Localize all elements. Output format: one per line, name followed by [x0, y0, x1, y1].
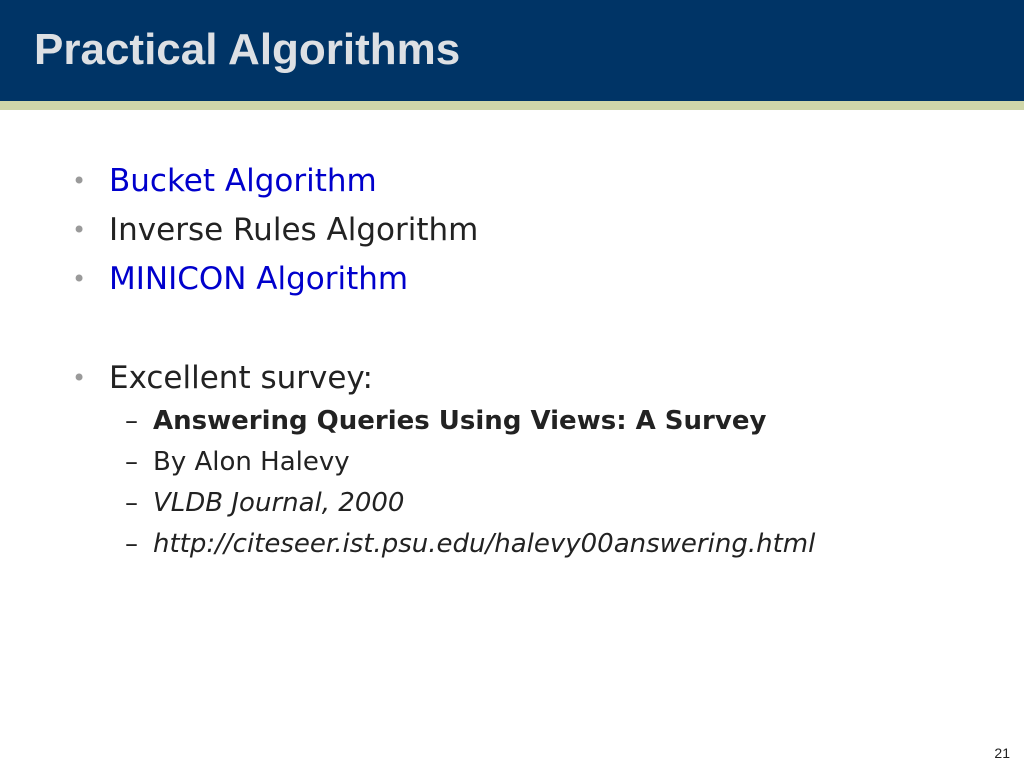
excellent-survey-text: Excellent survey:	[109, 360, 373, 396]
dash-icon: –	[125, 488, 138, 518]
survey-title-text: Answering Queries Using Views: A Survey	[153, 406, 767, 436]
dash-icon: –	[125, 447, 138, 477]
minicon-algorithm-link[interactable]: MINICON Algorithm	[109, 261, 409, 297]
bullet-dot-icon: •	[72, 167, 87, 195]
slide-title: Practical Algorithms	[34, 25, 461, 74]
bullet-dot-icon: •	[72, 216, 87, 244]
bucket-algorithm-link[interactable]: Bucket Algorithm	[109, 163, 377, 199]
survey-url-text: http://citeseer.ist.psu.edu/halevy00answering.html	[153, 529, 816, 559]
page-number: 21	[994, 745, 1010, 761]
survey-journal-text: VLDB Journal, 2000	[153, 488, 405, 518]
survey-author-text: By Alon Halevy	[153, 447, 350, 477]
dash-icon: –	[125, 529, 138, 559]
dash-icon: –	[125, 406, 138, 436]
inverse-rules-algorithm-text: Inverse Rules Algorithm	[109, 212, 479, 248]
bullet-dot-icon: •	[72, 364, 87, 392]
bullet-dot-icon: •	[72, 265, 87, 293]
